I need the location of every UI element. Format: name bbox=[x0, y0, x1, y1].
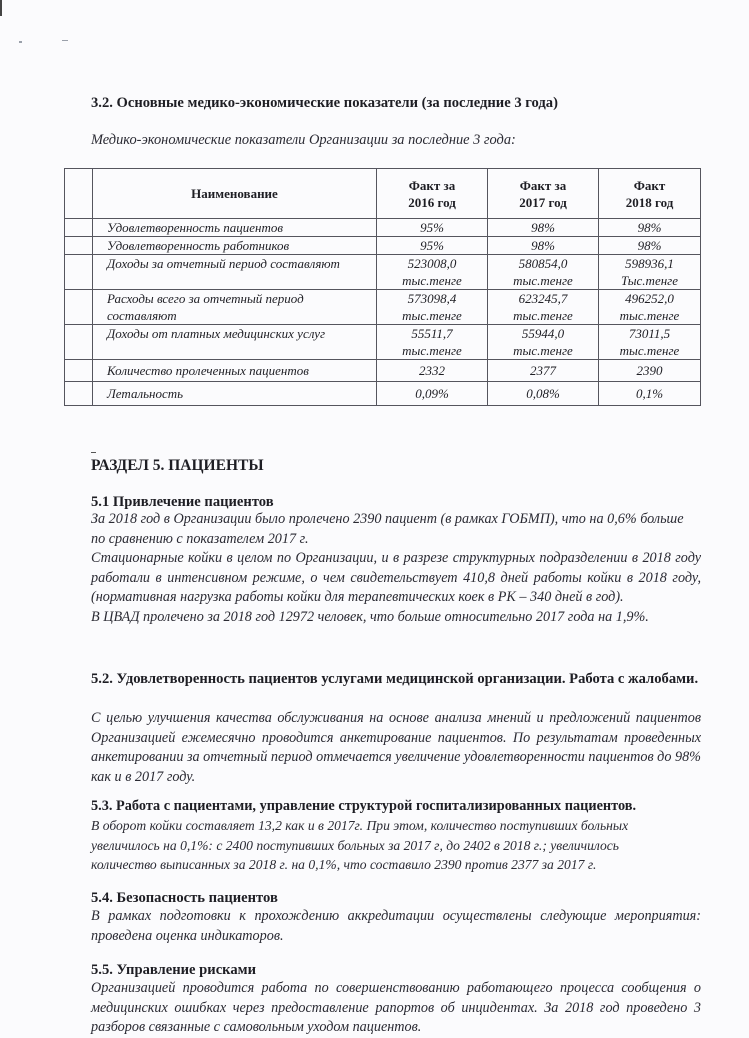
value-2016: 573098,4 тыс.тенге bbox=[377, 290, 488, 325]
value-2017: 623245,7 тыс.тенге bbox=[488, 290, 599, 325]
header-name: Наименование bbox=[93, 169, 377, 219]
table-index-cell bbox=[65, 382, 93, 406]
paragraph: В ЦВАД пролечено за 2018 год 12972 человек, что больше относительно 2017 года на 1,9%. bbox=[91, 608, 649, 625]
paragraph: За 2018 год в Организации было пролечено 2390 пациент (в рамках ГОБМП), что на 0,6% больше по сравнению с показателем 2017 г. bbox=[91, 511, 684, 547]
table-row bbox=[65, 219, 701, 237]
table-row bbox=[65, 382, 701, 406]
value-2018: 98% bbox=[599, 219, 701, 237]
value-2017: 98% bbox=[488, 237, 599, 255]
section-5-1-heading: 5.1 Привлечение пациентов bbox=[91, 494, 274, 510]
value-2016: 0,09% bbox=[377, 382, 488, 406]
section-5-4-body: В рамках подготовки к прохождению аккредитации осуществлены следующие мероприятия: проведена оценка индикаторов. bbox=[91, 908, 701, 944]
section-5-5-heading: 5.5. Управление рисками bbox=[91, 962, 257, 978]
table-header-row bbox=[65, 169, 701, 219]
paragraph-line: количество выписанных за 2018 г. на 0,1%, что составило 2390 против 2377 за 2017 г. bbox=[91, 857, 597, 873]
table-index-cell bbox=[65, 255, 93, 290]
row-name: Расходы всего за отчетный период составляют bbox=[93, 290, 377, 325]
row-name: Удовлетворенность пациентов bbox=[93, 219, 377, 237]
value-2016: 95% bbox=[377, 219, 488, 237]
section-5-2-heading: 5.2. Удовлетворенность пациентов услугами медицинской организации. Работа с жалобами. bbox=[91, 671, 699, 687]
value-2017: 0,08% bbox=[488, 382, 599, 406]
section-5-5-body: Организацией проводится работа по совершенствованию работающего процесса сообщения о медицинских ошибках через предоставление рапортов об инцидентах. За 2018 год проведено 3 разборов связанные с самовольным уходом пациентов. bbox=[91, 980, 701, 1036]
table-index-cell bbox=[65, 237, 93, 255]
table-row bbox=[65, 290, 701, 325]
table-row bbox=[65, 255, 701, 290]
table-row bbox=[65, 325, 701, 360]
value-2016: 2332 bbox=[377, 360, 488, 382]
table-index-cell bbox=[65, 169, 93, 219]
medico-economic-table bbox=[64, 168, 701, 406]
section-3-2-intro: Медико-экономические показатели Организации за последние 3 года: bbox=[91, 132, 516, 148]
scan-artifact bbox=[19, 41, 22, 43]
value-2018: 598936,1 Тыс.тенге bbox=[599, 255, 701, 290]
row-name: Доходы от платных медицинских услуг bbox=[93, 325, 377, 360]
table-index-cell bbox=[65, 219, 93, 237]
row-name: Удовлетворенность работников bbox=[93, 237, 377, 255]
row-name: Доходы за отчетный период составляют bbox=[93, 255, 377, 290]
paragraph: Стационарные койки в целом по Организации, и в разрезе структурных подразделении в 2018 году работали в интенсивном режиме, о чем свидетельствует 410,8 дней работы койки в 2018 году, (нормативная нагрузка работы койки для терапевтических коек в РК – 340 дней в год). bbox=[91, 550, 701, 606]
value-2017: 98% bbox=[488, 219, 599, 237]
section-5-2-body: С целью улучшения качества обслуживания на основе анализа мнений и предложений пациентов Организацией ежемесячно проводится анкетирование пациентов. По результатам проведенных анкетировании за отчетный период отмечается увеличение удовлетворенности пациентов до 98% как и в 2017 году. bbox=[91, 710, 701, 785]
section-5-3-heading: 5.3. Работа с пациентами, управление структурой госпитализированных пациентов. bbox=[91, 798, 637, 814]
value-2016: 55511,7 тыс.тенге bbox=[377, 325, 488, 360]
paragraph-line: В оборот койки составляет 13,2 как и в 2017г. При этом, количество поступивших больных bbox=[91, 818, 629, 833]
scan-artifact bbox=[0, 0, 2, 16]
section-5-4-heading: 5.4. Безопасность пациентов bbox=[91, 890, 278, 906]
value-2017: 580854,0 тыс.тенге bbox=[488, 255, 599, 290]
section-5-3-body bbox=[91, 816, 711, 875]
row-name: Летальность bbox=[93, 382, 377, 406]
table-index-cell bbox=[65, 360, 93, 382]
header-2016: Факт за 2016 год bbox=[377, 169, 488, 219]
value-2018: 98% bbox=[599, 237, 701, 255]
paragraph-line: увеличилось на 0,1%: с 2400 поступивших больных за 2017 г, до 2402 в 2018 г.; увеличилось bbox=[91, 837, 619, 853]
section-3-2-heading: 3.2. Основные медико-экономические показатели (за последние 3 года) bbox=[91, 95, 558, 111]
table-row bbox=[65, 237, 701, 255]
table-index-cell bbox=[65, 290, 93, 325]
scan-artifact bbox=[62, 40, 68, 41]
section-5-1-body bbox=[91, 510, 701, 628]
row-name: Количество пролеченных пациентов bbox=[93, 360, 377, 382]
value-2017: 55944,0 тыс.тенге bbox=[488, 325, 599, 360]
stray-dash-mark bbox=[91, 452, 96, 453]
section-5-title: РАЗДЕЛ 5. ПАЦИЕНТЫ bbox=[91, 457, 264, 474]
value-2018: 73011,5 тыс.тенге bbox=[599, 325, 701, 360]
header-2018: Факт 2018 год bbox=[599, 169, 701, 219]
value-2018: 0,1% bbox=[599, 382, 701, 406]
value-2016: 95% bbox=[377, 237, 488, 255]
header-2017: Факт за 2017 год bbox=[488, 169, 599, 219]
value-2017: 2377 bbox=[488, 360, 599, 382]
table-row bbox=[65, 360, 701, 382]
value-2018: 2390 bbox=[599, 360, 701, 382]
table-index-cell bbox=[65, 325, 93, 360]
value-2018: 496252,0 тыс.тенге bbox=[599, 290, 701, 325]
value-2016: 523008,0 тыс.тенге bbox=[377, 255, 488, 290]
